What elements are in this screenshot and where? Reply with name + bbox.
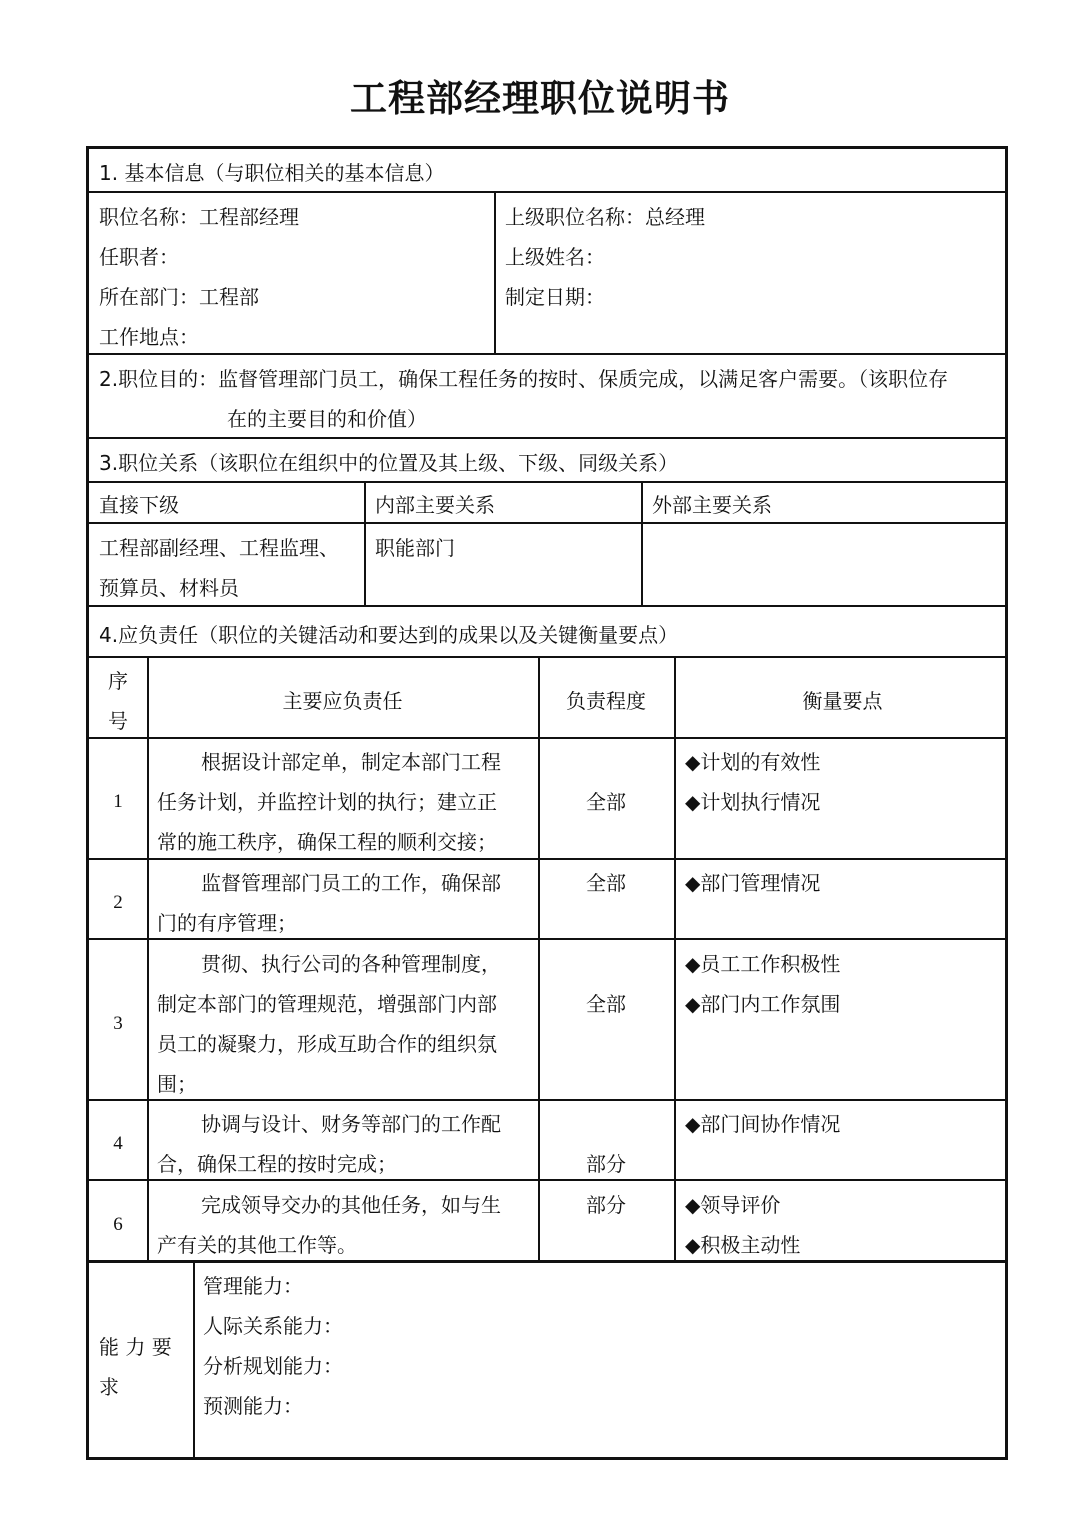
row-2-seq: 2	[113, 892, 123, 913]
document-title: 工程部经理职位说明书	[350, 77, 730, 120]
superior-position: 上级职位名称：总经理	[505, 205, 705, 229]
work-location: 工作地点：	[99, 325, 199, 349]
row-4-seq: 4	[113, 1133, 123, 1154]
divider	[364, 481, 366, 605]
issue-date: 制定日期：	[505, 285, 605, 309]
section3-header: 3.职位关系（该职位在组织中的位置及其上级、下级、同级关系）	[99, 451, 679, 475]
row-3-duty-line3: 员工的凝聚力，形成互助合作的组织氛	[157, 1032, 497, 1056]
direct-subordinate-header: 直接下级	[99, 493, 179, 517]
forecasting-ability: 预测能力：	[203, 1394, 303, 1418]
row-4-duty-line1: 协调与设计、财务等部门的工作配	[201, 1112, 501, 1136]
row-1-measure-1: ◆计划的有效性	[685, 750, 821, 774]
row-2-duty-line1: 监督管理部门员工的工作，确保部	[201, 871, 501, 895]
row-5-duty-line2: 产有关的其他工作等。	[157, 1233, 357, 1257]
internal-relation-value: 职能部门	[375, 536, 455, 560]
row-4-measure-1: ◆部门间协作情况	[685, 1112, 841, 1136]
seq-header-2: 号	[108, 709, 128, 733]
divider	[89, 858, 1005, 860]
row-3-measure-2: ◆部门内工作氛围	[685, 992, 841, 1016]
row-5-degree: 部分	[586, 1193, 626, 1217]
divider	[89, 1179, 1005, 1181]
row-1-duty-line1: 根据设计部定单，制定本部门工程	[201, 750, 501, 774]
interpersonal-ability: 人际关系能力：	[203, 1314, 343, 1338]
divider	[89, 191, 1005, 193]
row-4-duty-line2: 合，确保工程的按时完成；	[157, 1152, 397, 1176]
row-5-duty-line1: 完成领导交办的其他任务，如与生	[201, 1193, 501, 1217]
ability-requirement-label-1: 能 力 要	[99, 1335, 172, 1359]
divider	[89, 353, 1005, 355]
row-1-degree: 全部	[586, 790, 626, 814]
row-2-degree: 全部	[586, 871, 626, 895]
divider	[641, 481, 643, 605]
seq-header-1: 序	[108, 669, 128, 693]
divider	[89, 481, 1005, 483]
superior-name: 上级姓名：	[505, 245, 605, 269]
measure-header: 衡量要点	[802, 689, 883, 713]
divider	[89, 938, 1005, 940]
position-name: 职位名称：工程部经理	[99, 205, 299, 229]
divider	[89, 522, 1005, 524]
row-1-seq: 1	[113, 791, 123, 812]
direct-subordinate-line2: 预算员、材料员	[99, 576, 239, 600]
divider	[147, 656, 149, 1260]
duty-header: 主要应负责任	[282, 689, 403, 713]
external-relation-header: 外部主要关系	[652, 493, 772, 517]
divider	[674, 656, 676, 1260]
row-5-measure-2: ◆积极主动性	[685, 1233, 801, 1257]
row-3-duty-line2: 制定本部门的管理规范，增强部门内部	[157, 992, 497, 1016]
divider	[89, 737, 1005, 739]
section1-header: 1. 基本信息（与职位相关的基本信息）	[99, 161, 445, 185]
row-3-degree: 全部	[586, 992, 626, 1016]
divider	[494, 191, 496, 353]
row-5-seq: 6	[113, 1214, 123, 1235]
divider	[193, 1260, 195, 1460]
internal-relation-header: 内部主要关系	[375, 493, 495, 517]
section4-header: 4.应负责任（职位的关键活动和要达到的成果以及关键衡量要点）	[99, 623, 679, 647]
row-1-measure-2: ◆计划执行情况	[685, 790, 821, 814]
row-3-seq: 3	[113, 1013, 123, 1034]
divider	[89, 1099, 1005, 1101]
divider	[89, 437, 1005, 439]
ability-requirement-label-2: 求	[99, 1375, 119, 1399]
row-5-measure-1: ◆领导评价	[685, 1193, 781, 1217]
row-3-duty-line1: 贯彻、执行公司的各种管理制度，	[201, 952, 501, 976]
divider	[89, 1260, 1005, 1263]
degree-header: 负责程度	[566, 689, 646, 713]
row-2-measure-1: ◆部门管理情况	[685, 871, 821, 895]
management-ability: 管理能力：	[203, 1274, 303, 1298]
row-4-degree: 部分	[586, 1152, 626, 1176]
row-1-duty-line3: 常的施工秩序，确保工程的顺利交接；	[157, 830, 497, 854]
position-purpose-line2: 在的主要目的和价值）	[227, 407, 427, 431]
incumbent: 任职者：	[99, 245, 179, 269]
divider	[89, 656, 1005, 658]
direct-subordinate-line1: 工程部副经理、工程监理、	[99, 536, 339, 560]
department: 所在部门：工程部	[99, 285, 259, 309]
row-2-duty-line2: 门的有序管理；	[157, 911, 297, 935]
row-1-duty-line2: 任务计划，并监控计划的执行；建立正	[157, 790, 497, 814]
row-3-duty-line4: 围；	[157, 1072, 197, 1096]
position-purpose-line1: 2.职位目的：监督管理部门员工，确保工程任务的按时、保质完成，以满足客户需要。（该职位存	[99, 367, 949, 391]
row-3-measure-1: ◆员工工作积极性	[685, 952, 841, 976]
divider	[89, 605, 1005, 607]
analysis-planning-ability: 分析规划能力：	[203, 1354, 343, 1378]
job-description-table	[86, 146, 1008, 1460]
